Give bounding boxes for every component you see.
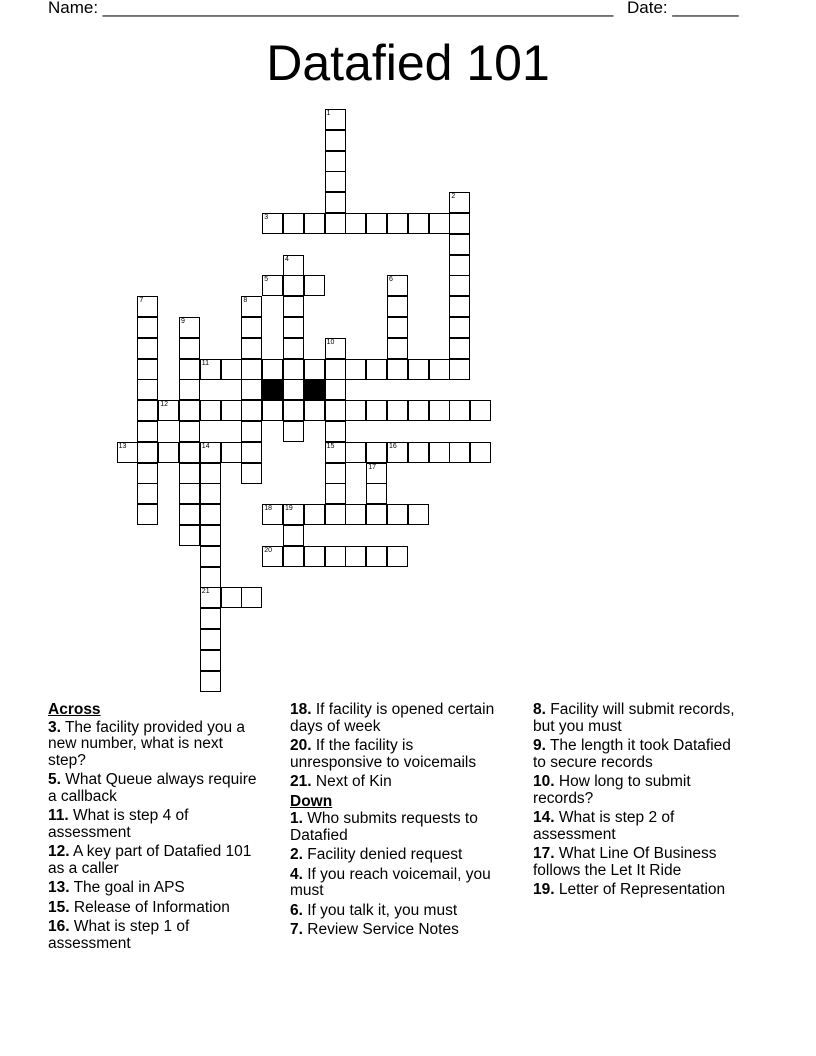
- clue-number-label: 6.: [290, 901, 303, 919]
- clue-number-label: 13.: [48, 879, 70, 896]
- grid-cell[interactable]: [387, 359, 408, 380]
- clue-text: Facility will submit records, but you must: [533, 701, 735, 735]
- grid-cell[interactable]: [366, 463, 387, 484]
- grid-cell[interactable]: [387, 213, 408, 234]
- clue-number: 13: [118, 442, 127, 450]
- grid-cell[interactable]: [470, 400, 491, 421]
- grid-cell[interactable]: [200, 483, 221, 504]
- grid-cell[interactable]: [241, 400, 262, 421]
- clue-item: [290, 702, 505, 735]
- grid-cell[interactable]: [283, 213, 304, 234]
- grid-cell[interactable]: [221, 442, 242, 463]
- grid-cell[interactable]: [449, 359, 470, 380]
- clue-text: How long to submit records?: [533, 773, 691, 807]
- grid-cell[interactable]: [179, 338, 200, 359]
- grid-cell[interactable]: [449, 275, 470, 296]
- grid-cell[interactable]: [200, 463, 221, 484]
- grid-cell[interactable]: [366, 400, 387, 421]
- grid-cell[interactable]: [449, 317, 470, 338]
- clue-number: 19: [285, 505, 293, 513]
- grid-cell[interactable]: [366, 359, 387, 380]
- grid-cell[interactable]: [345, 213, 366, 234]
- grid-cell[interactable]: [221, 400, 242, 421]
- clue-text: What is step 2 of assessment: [533, 809, 675, 843]
- grid-cell[interactable]: [345, 504, 366, 525]
- grid-cell[interactable]: [449, 234, 470, 255]
- grid-cell[interactable]: [408, 504, 429, 525]
- grid-cell[interactable]: [429, 442, 450, 463]
- grid-cell[interactable]: [449, 192, 470, 213]
- black-square: [304, 379, 325, 400]
- clue-number-label: 11.: [48, 807, 69, 824]
- grid-cell[interactable]: [179, 421, 200, 442]
- clue-number-label: 5.: [48, 771, 61, 788]
- clues-column-2: [290, 702, 505, 942]
- clue-item: [48, 772, 263, 805]
- grid-cell[interactable]: [283, 525, 304, 546]
- grid-cell[interactable]: [325, 400, 346, 421]
- grid-cell[interactable]: [262, 400, 283, 421]
- grid-cell[interactable]: [304, 504, 325, 525]
- grid-cell[interactable]: [325, 504, 346, 525]
- clue-text: What Line Of Business follows the Let It Ride: [533, 845, 717, 879]
- grid-cell[interactable]: [345, 359, 366, 380]
- name-field[interactable]: Name: ______________________________________________________: [48, 0, 614, 17]
- grid-cell[interactable]: [137, 296, 158, 317]
- grid-cell[interactable]: [200, 400, 221, 421]
- grid-cell[interactable]: [137, 338, 158, 359]
- date-field[interactable]: Date: _______: [627, 0, 739, 17]
- grid-cell[interactable]: [429, 400, 450, 421]
- grid-cell[interactable]: [241, 587, 262, 608]
- grid-cell[interactable]: [137, 317, 158, 338]
- clue-number: 17: [368, 463, 376, 471]
- grid-cell[interactable]: [366, 504, 387, 525]
- clue-number: 20: [264, 546, 272, 554]
- grid-cell[interactable]: [387, 338, 408, 359]
- grid-cell[interactable]: [241, 317, 262, 338]
- grid-cell[interactable]: [241, 338, 262, 359]
- clue-number: 6: [389, 276, 393, 284]
- clue-text: If you reach voicemail, you must: [290, 865, 491, 899]
- clue-number-label: 3.: [48, 718, 61, 736]
- grid-cell[interactable]: [387, 442, 408, 463]
- grid-cell[interactable]: [241, 296, 262, 317]
- grid-cell[interactable]: [241, 442, 262, 463]
- grid-cell[interactable]: [179, 317, 200, 338]
- grid-cell[interactable]: [283, 400, 304, 421]
- grid-cell[interactable]: [179, 400, 200, 421]
- grid-cell[interactable]: [325, 442, 346, 463]
- clue-text: Who submits requests to Datafied: [290, 810, 478, 844]
- grid-cell[interactable]: [200, 546, 221, 567]
- grid-cell[interactable]: [283, 504, 304, 525]
- grid-cell[interactable]: [241, 359, 262, 380]
- clue-text: If facility is opened certain days of week: [290, 701, 495, 735]
- grid-cell[interactable]: [366, 442, 387, 463]
- grid-cell[interactable]: [449, 338, 470, 359]
- grid-cell[interactable]: [325, 359, 346, 380]
- clue-item: [48, 844, 263, 877]
- clue-text: What Queue always require a callback: [48, 771, 257, 805]
- grid-cell[interactable]: [325, 379, 346, 400]
- clue-number: 7: [139, 297, 144, 305]
- section-heading: Across: [48, 701, 101, 718]
- grid-cell[interactable]: [304, 546, 325, 567]
- clue-item: [290, 867, 505, 900]
- grid-cell[interactable]: [137, 379, 158, 400]
- grid-cell[interactable]: [283, 379, 304, 400]
- grid-cell[interactable]: [200, 442, 221, 463]
- clue-number-label: 16.: [48, 918, 70, 935]
- clue-number-label: 21.: [290, 773, 312, 790]
- clue-text: Facility denied request: [307, 846, 463, 863]
- page-title: Datafied 101: [266, 35, 550, 91]
- grid-cell[interactable]: [325, 130, 346, 151]
- grid-cell[interactable]: [366, 213, 387, 234]
- grid-cell[interactable]: [158, 400, 179, 421]
- clue-number: 8: [243, 297, 248, 305]
- grid-cell[interactable]: [449, 442, 470, 463]
- clue-text: What is step 4 of assessment: [48, 807, 189, 841]
- clue-number: 3: [264, 214, 269, 221]
- grid-cell[interactable]: [283, 421, 304, 442]
- grid-cell[interactable]: [137, 359, 158, 380]
- grid-cell[interactable]: [221, 587, 242, 608]
- clue-item: [290, 811, 505, 844]
- grid-cell[interactable]: [179, 504, 200, 525]
- grid-cell[interactable]: [262, 546, 283, 567]
- grid-cell[interactable]: [325, 546, 346, 567]
- grid-cell[interactable]: [449, 400, 470, 421]
- clue-number: 18: [264, 505, 272, 513]
- black-square: [262, 379, 283, 400]
- clue-number-label: 7.: [290, 921, 303, 938]
- grid-cell[interactable]: [304, 359, 325, 380]
- grid-cell[interactable]: [262, 275, 283, 296]
- grid-cell[interactable]: [179, 359, 200, 380]
- grid-cell[interactable]: [158, 442, 179, 463]
- clue-number: 21: [201, 588, 210, 596]
- grid-cell[interactable]: [366, 483, 387, 504]
- grid-cell[interactable]: [283, 359, 304, 380]
- grid-cell[interactable]: [283, 317, 304, 338]
- grid-cell[interactable]: [387, 504, 408, 525]
- clue-number: 4: [285, 255, 289, 263]
- clue-number-label: 10.: [533, 773, 555, 790]
- clue-number-label: 15.: [48, 898, 70, 916]
- grid-cell[interactable]: [137, 483, 158, 504]
- grid-cell[interactable]: [304, 275, 325, 296]
- clue-item: [290, 847, 505, 864]
- clue-number-label: 2.: [290, 846, 303, 863]
- clue-text: The facility provided you a new number, what is next step?: [48, 718, 246, 769]
- grid-cell[interactable]: [200, 504, 221, 525]
- grid-cell[interactable]: [387, 546, 408, 567]
- grid-cell[interactable]: [387, 296, 408, 317]
- grid-cell[interactable]: [200, 359, 221, 380]
- clue-number-label: 17.: [533, 845, 555, 862]
- grid-cell[interactable]: [325, 338, 346, 359]
- grid-cell[interactable]: [262, 213, 283, 234]
- clue-number-label: 12.: [48, 843, 70, 860]
- grid-cell[interactable]: [137, 400, 158, 421]
- grid-cell[interactable]: [408, 442, 429, 463]
- grid-cell[interactable]: [429, 359, 450, 380]
- clue-number-label: 8.: [533, 701, 546, 718]
- clue-number-label: 18.: [290, 701, 312, 718]
- grid-cell[interactable]: [200, 525, 221, 546]
- grid-cell[interactable]: [200, 650, 221, 671]
- clue-text: The goal in APS: [73, 879, 185, 896]
- grid-cell[interactable]: [325, 483, 346, 504]
- grid-cell[interactable]: [179, 379, 200, 400]
- grid-cell[interactable]: [241, 421, 262, 442]
- grid-cell[interactable]: [179, 483, 200, 504]
- grid-cell[interactable]: [345, 546, 366, 567]
- grid-cell[interactable]: [345, 400, 366, 421]
- clue-item: [533, 774, 748, 807]
- grid-cell[interactable]: [366, 546, 387, 567]
- grid-cell[interactable]: [408, 400, 429, 421]
- clue-item: [48, 720, 263, 770]
- clue-text: A key part of Datafied 101 as a caller: [48, 843, 252, 877]
- grid-cell[interactable]: [470, 442, 491, 463]
- grid-cell[interactable]: [449, 296, 470, 317]
- grid-cell[interactable]: [408, 359, 429, 380]
- grid-cell[interactable]: [137, 442, 158, 463]
- grid-cell[interactable]: [449, 213, 470, 234]
- grid-cell[interactable]: [325, 171, 346, 192]
- grid-cell[interactable]: [137, 504, 158, 525]
- clue-number: 15: [326, 442, 335, 450]
- grid-cell[interactable]: [241, 379, 262, 400]
- grid-cell[interactable]: [283, 275, 304, 296]
- clue-number: 2: [451, 193, 456, 201]
- clue-text: Release of Information: [73, 898, 230, 916]
- clue-number-label: 4.: [290, 865, 303, 883]
- grid-cell[interactable]: [241, 463, 262, 484]
- grid-cell[interactable]: [283, 338, 304, 359]
- clue-item: [48, 900, 263, 917]
- clue-number: 12: [160, 401, 168, 409]
- grid-cell[interactable]: [179, 442, 200, 463]
- clue-number-label: 1.: [290, 810, 303, 827]
- grid-cell[interactable]: [325, 463, 346, 484]
- clue-item: [48, 919, 263, 952]
- clue-item: [533, 702, 748, 735]
- section-heading: Down: [290, 792, 333, 810]
- clues-column-3: [533, 702, 748, 902]
- grid-cell[interactable]: [221, 359, 242, 380]
- grid-cell[interactable]: [117, 442, 138, 463]
- grid-cell[interactable]: [283, 296, 304, 317]
- grid-cell[interactable]: [408, 213, 429, 234]
- clue-text: Letter of Representation: [558, 881, 726, 898]
- clue-number-label: 19.: [533, 881, 555, 898]
- grid-cell[interactable]: [137, 421, 158, 442]
- clue-text: If you talk it, you must: [307, 901, 458, 919]
- grid-cell[interactable]: [283, 255, 304, 276]
- grid-cell[interactable]: [200, 629, 221, 650]
- grid-cell[interactable]: [387, 400, 408, 421]
- clue-number: 9: [181, 318, 185, 325]
- grid-cell[interactable]: [325, 421, 346, 442]
- grid-cell[interactable]: [387, 275, 408, 296]
- clue-text: The length it took Datafied to secure records: [533, 737, 731, 771]
- clue-number: 1: [326, 110, 331, 117]
- grid-cell[interactable]: [325, 151, 346, 172]
- grid-cell[interactable]: [137, 463, 158, 484]
- clue-number: 5: [264, 276, 269, 284]
- grid-cell[interactable]: [449, 255, 470, 276]
- clue-number: 14: [201, 442, 210, 450]
- clue-item: [533, 882, 748, 899]
- clue-text: Review Service Notes: [307, 921, 459, 938]
- clue-item: [48, 808, 263, 841]
- clue-item: [290, 738, 505, 771]
- grid-cell[interactable]: [325, 213, 346, 234]
- grid-cell[interactable]: [325, 192, 346, 213]
- clue-item: [290, 774, 505, 791]
- grid-cell[interactable]: [304, 213, 325, 234]
- clue-text: What is step 1 of assessment: [48, 918, 190, 952]
- grid-cell[interactable]: [200, 671, 221, 692]
- clue-item: [290, 922, 505, 939]
- grid-cell[interactable]: [200, 608, 221, 629]
- grid-cell[interactable]: [387, 317, 408, 338]
- grid-cell[interactable]: [200, 587, 221, 608]
- grid-cell[interactable]: [262, 504, 283, 525]
- grid-cell[interactable]: [325, 109, 346, 130]
- clue-number-label: 14.: [533, 809, 555, 826]
- clue-item: [533, 810, 748, 843]
- grid-cell[interactable]: [262, 359, 283, 380]
- clue-number-label: 9.: [533, 737, 546, 754]
- clue-item: [533, 738, 748, 771]
- clue-item: [290, 903, 505, 920]
- clue-number: 11: [201, 359, 210, 367]
- grid-cell[interactable]: [283, 546, 304, 567]
- grid-cell[interactable]: [179, 525, 200, 546]
- grid-cell[interactable]: [179, 463, 200, 484]
- clue-number: 16: [389, 442, 397, 450]
- grid-cell[interactable]: [304, 400, 325, 421]
- clues-column-1: [48, 702, 263, 955]
- clue-number-label: 20.: [290, 737, 312, 754]
- clue-item: [533, 846, 748, 879]
- clue-text: Next of Kin: [315, 773, 392, 790]
- clue-item: [48, 880, 263, 897]
- clue-number: 10: [326, 338, 335, 346]
- grid-cell[interactable]: [429, 213, 450, 234]
- grid-cell[interactable]: [345, 442, 366, 463]
- grid-cell[interactable]: [200, 567, 221, 588]
- clue-text: If the facility is unresponsive to voicemails: [290, 737, 477, 771]
